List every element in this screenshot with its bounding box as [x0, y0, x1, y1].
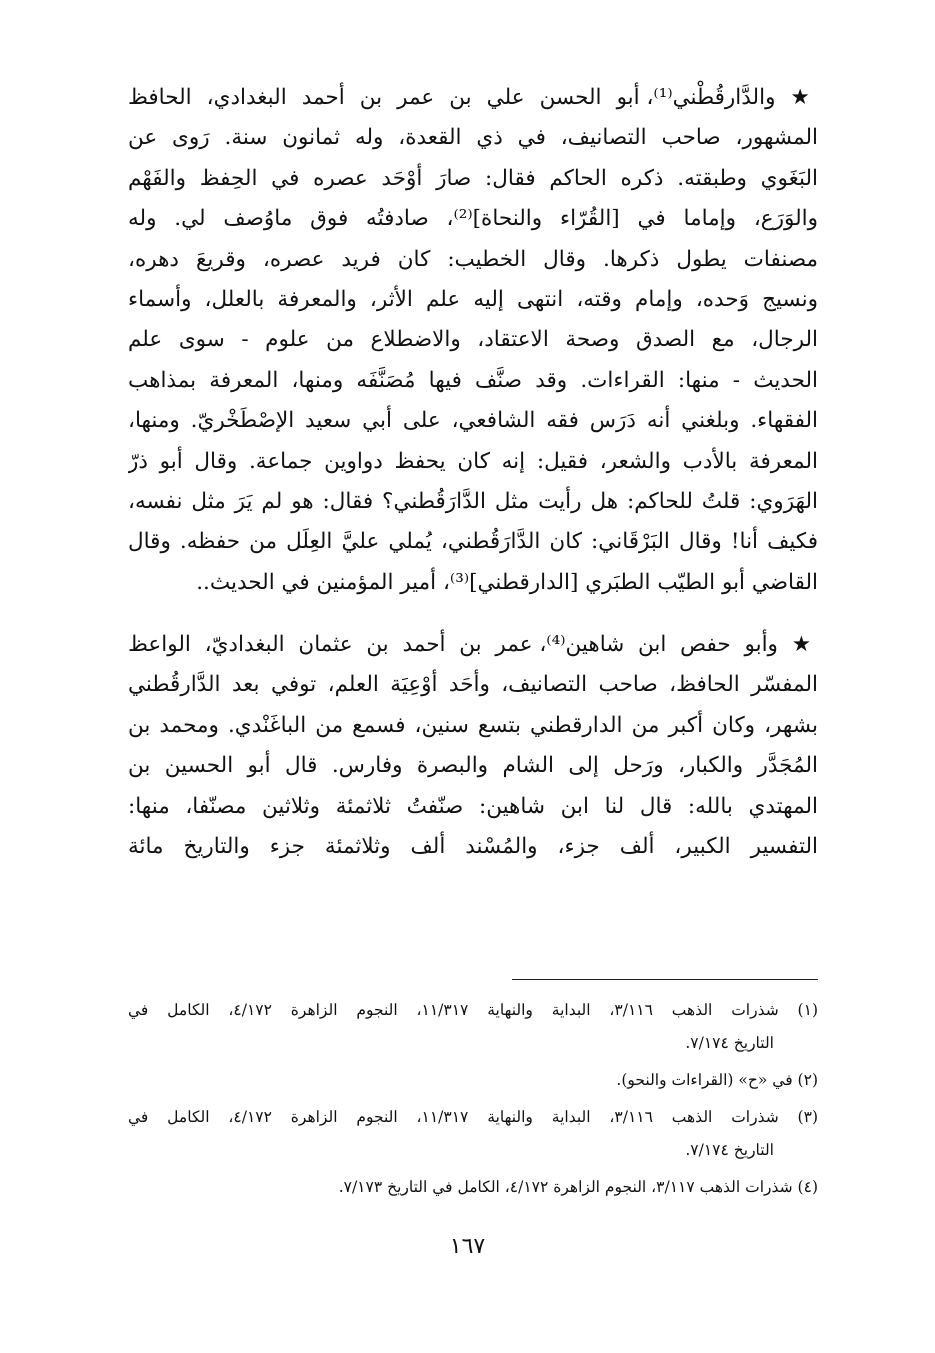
text-line: المعرفة بالأدب والشعر، فقيل: إنه كان يحفظ دواوين جماعة. وقال أبو ذرّ — [128, 448, 818, 474]
text-line: والوَرَع، وإماما في [القُرّاء والنحاة]⁽²⁾، صادفتُه فوق ماوُصف لي. وله — [128, 206, 818, 232]
text-line: المهتدي بالله: قال لنا ابن شاهين: صنّفتُ ثلاثمئة وثلاثين مصنّفا، منها: — [128, 793, 818, 819]
footnote-line: التاريخ ٧/١٧٤. — [685, 1034, 774, 1052]
text-line: المشهور، صاحب التصانيف، في ذي القعدة، وله ثمانون سنة. رَوى عن — [128, 125, 818, 151]
text-line: المُجَدَّر والكبار، ورَحل إلى الشام والبصرة وفارس. قال أبو الحسين بن — [128, 753, 818, 779]
entry-ibn-shahin — [128, 625, 818, 867]
footnote-2 — [128, 1064, 818, 1097]
main-text — [128, 78, 818, 867]
text-line: البَغَوي وطبقته. ذكره الحاكم فقال: صارَ أوْحَد عصره في الحِفظ والفَهْم — [128, 165, 818, 191]
text-line: القاضي أبو الطيّب الطبَري [الدارقطني]⁽³⁾، أمير المؤمنين في الحديث.. — [196, 569, 818, 595]
footnote-line: (٢) في «ح» (القراءات والنحو). — [616, 1071, 818, 1089]
text-line: مصنفات يطول ذكرها. وقال الخطيب: كان فريد عصره، وقريعَ دهره، — [128, 246, 818, 272]
footnote-3 — [128, 1101, 818, 1167]
text-line: ★ والدَّارقُطْني⁽¹⁾، أبو الحسن علي بن عمر بن أحمد البغدادي، الحافظ — [128, 85, 818, 110]
text-line: ★ وأبو حفص ابن شاهين⁽⁴⁾، عمر بن أحمد بن عثمان البغداديّ، الواعظ — [128, 632, 818, 658]
text-line: ونسيج وَحده، وإمام وقته، انتهى إليه علم الأثر، والمعرفة بالعلل، وأسماء — [128, 286, 818, 312]
footnote-divider — [512, 979, 818, 980]
entry-daraqutni — [128, 78, 818, 603]
footnote-1 — [128, 994, 818, 1060]
text-line: الفقهاء. وبلغني أنه دَرَس فقه الشافعي، على أبي سعيد الإصْطَخْريّ. ومنها، — [128, 408, 818, 434]
text-line: الهَرَوي: قلتُ للحاكم: هل رأيت مثل الدَّارَقُطني؟ فقال: هو لم يَرَ مثل نفسه، — [128, 488, 818, 514]
text-line: فكيف أنا! وقال البَرْقَاني: كان الدَّارَقُطني، يُملي عليَّ العِلَل من حفظه. وقال — [128, 529, 818, 555]
text-line: المفسّر الحافظ، صاحب التصانيف، وأحَد أوْعِيَة العلم، توفي بعد الدَّارقُطني — [128, 672, 818, 698]
footnote-line: (٤) شذرات الذهب ٣/١١٧، النجوم الزاهرة ٤/١٧٢، الكامل في التاريخ ٧/١٧٣. — [338, 1178, 818, 1196]
footnotes — [128, 994, 818, 1208]
text-line: الرجال، مع الصدق وصحة الاعتقاد، والاضطلاع من علوم - سوى علم — [128, 327, 818, 353]
page-number: ١٦٧ — [449, 1234, 486, 1259]
text-line: الحديث - منها: القراءات. وقد صنَّف فيها مُصَنَّفَه ومنها، المعرفة بمذاهب — [128, 367, 818, 393]
footnote-line: (١) شذرات الذهب ٣/١١٦، البداية والنهاية ١١/٣١٧، النجوم الزاهرة ٤/١٧٢، الكامل في — [128, 1001, 818, 1019]
text-line: التفسير الكبير، ألف جزء، والمُسْند ألف وثلاثمئة جزء والتاريخ مائة — [128, 834, 818, 860]
footnote-line: التاريخ ٧/١٧٤. — [685, 1141, 774, 1159]
footnote-4 — [128, 1171, 818, 1204]
text-line: بشهر، وكان أكبر من الدارقطني بتسع سنين، فسمع من الباغَنْدي. ومحمد بن — [128, 712, 818, 738]
footnote-line: (٣) شذرات الذهب ٣/١١٦، البداية والنهاية ١١/٣١٧، النجوم الزاهرة ٤/١٧٢، الكامل في — [128, 1108, 818, 1126]
